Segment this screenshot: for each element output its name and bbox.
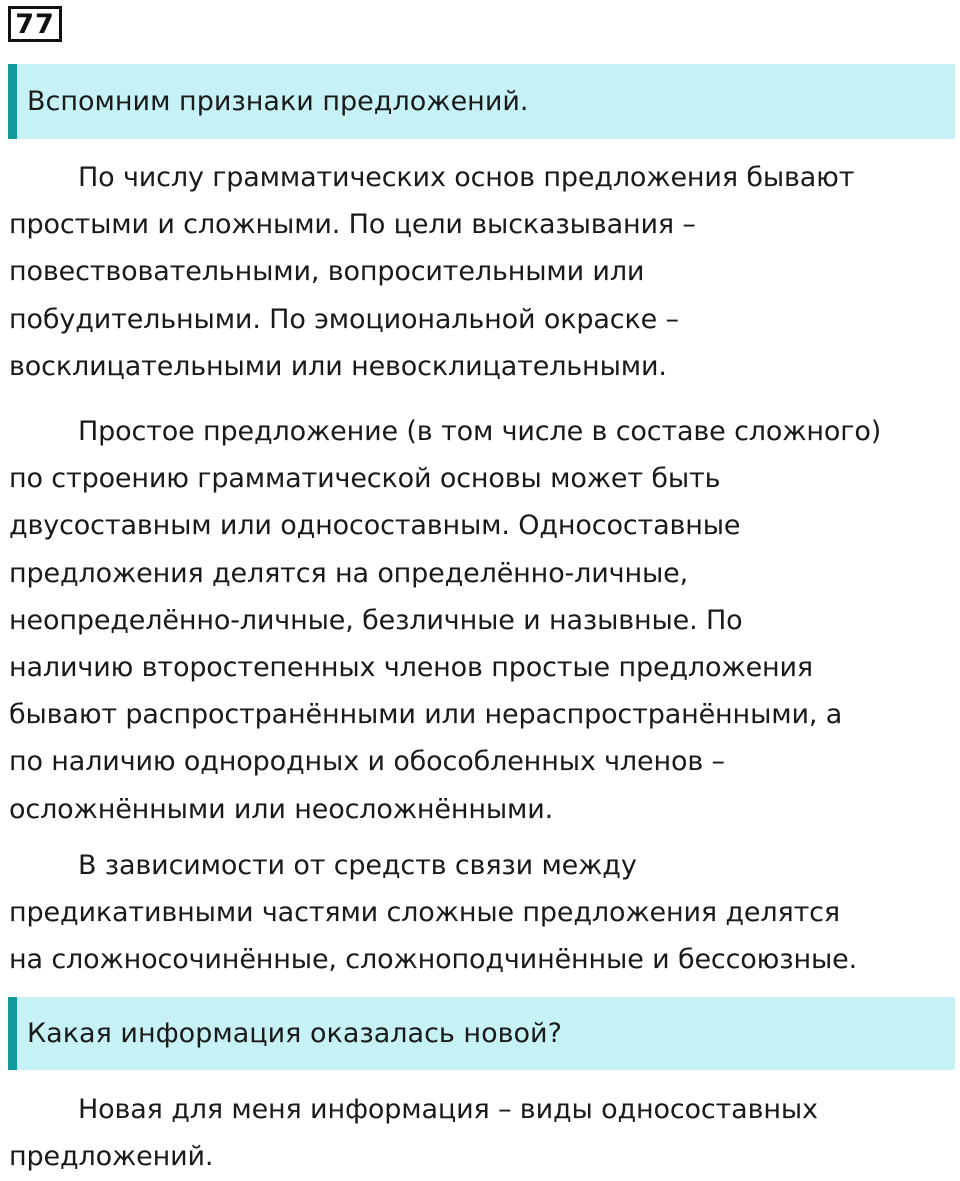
paragraph-line: предложения делятся на определённо-личные, xyxy=(9,557,689,589)
paragraph-line: осложнёнными или неосложнёнными. xyxy=(9,793,554,825)
paragraph-line: по наличию однородных и обособленных членов – xyxy=(9,746,725,778)
paragraph-line: предложений. xyxy=(9,1141,214,1173)
paragraph-sentence-types xyxy=(9,154,954,390)
paragraph-line: По числу грамматических основ предложения бывают xyxy=(78,162,855,193)
paragraph-line: предикативными частями сложные предложения делятся xyxy=(9,897,840,929)
paragraph-line: В зависимости от средств связи между xyxy=(78,850,637,881)
paragraph-line: наличию второстепенных членов простые предложения xyxy=(9,652,814,684)
exercise-number-badge: 77 xyxy=(8,6,62,42)
paragraph-line: по строению грамматической основы может быть xyxy=(9,463,721,495)
paragraph-line: повествовательными, вопросительными или xyxy=(9,256,645,288)
paragraph-line: Новая для меня информация – виды односоставных xyxy=(78,1094,818,1125)
paragraph-line: неопределённо-личные, безличные и назывные. По xyxy=(9,604,743,636)
paragraph-line: двусоставным или односоставным. Односоставные xyxy=(9,510,741,542)
paragraph-answer xyxy=(9,1086,954,1180)
paragraph-line: простыми и сложными. По цели высказывания – xyxy=(9,209,696,241)
paragraph-line: бывают распространёнными или нераспространёнными, а xyxy=(9,699,843,731)
paragraph-line: на сложносочинённые, сложноподчинённые и бессоюзные. xyxy=(9,944,858,976)
paragraph-line: побудительными. По эмоциональной окраске – xyxy=(9,303,679,335)
paragraph-line: Простое предложение (в том числе в составе сложного) xyxy=(78,416,882,447)
section-heading-recall: Вспомним признаки предложений. xyxy=(8,64,955,139)
paragraph-simple-sentence xyxy=(9,408,954,833)
paragraph-line: восклицательными или невосклицательными. xyxy=(9,350,667,382)
section-heading-new-info: Какая информация оказалась новой? xyxy=(8,997,955,1070)
paragraph-complex-sentence xyxy=(9,842,954,984)
